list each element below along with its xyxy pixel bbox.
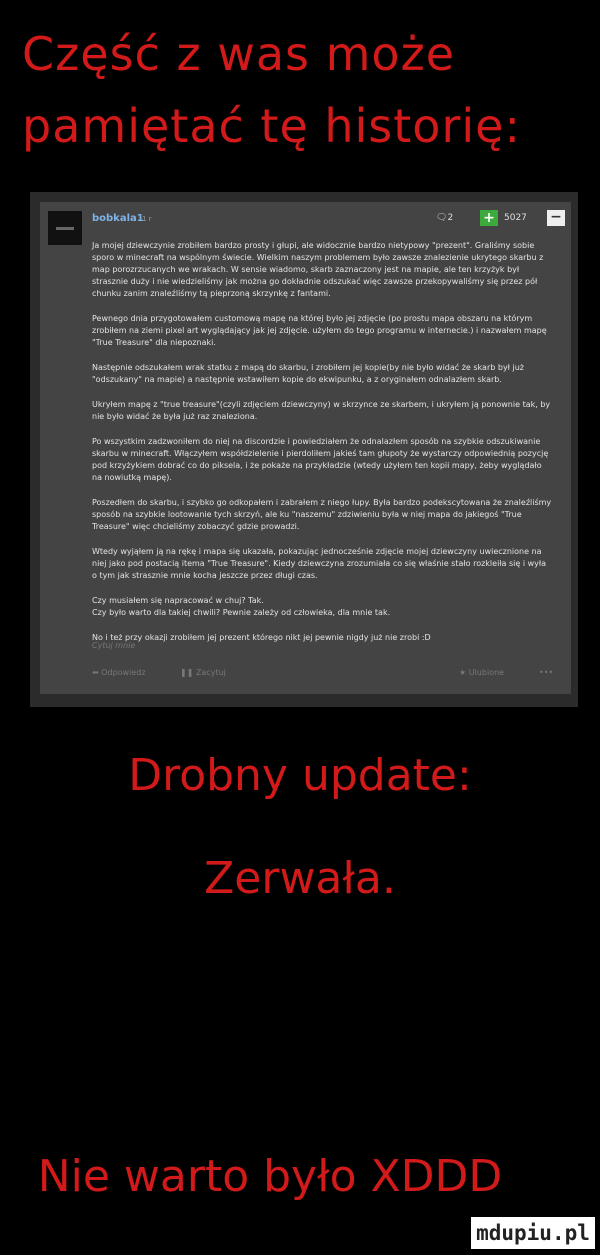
username-link[interactable]: bobkala1 — [92, 213, 144, 224]
comment-actions — [92, 668, 562, 680]
header-caption — [22, 18, 592, 162]
footer-line-3: Nie warto było XDDD — [37, 1151, 503, 1202]
paragraph: Wtedy wyjąłem ją na rękę i mapa się ukazała, pokazując jednocześnie zdjęcie mojej dziewczyny uwiecznione na niej jako pod postacią itema "True Treasure". Kiedy dziewczyna zrozumiała co się właśnie stało rozkleiła się i wyła o tym jak strasznie mnie kocha jeszcze przez długi czas. — [92, 547, 547, 580]
favorite-label: Ulubione — [468, 668, 505, 677]
footer-line-1: Drobny update: — [128, 750, 472, 801]
avatar[interactable] — [48, 211, 82, 245]
vote-score: 5027 — [504, 213, 527, 223]
quote-link[interactable]: Cytuj mnie — [92, 641, 136, 650]
header-line-2: pamiętać tę historię: — [22, 99, 521, 153]
footer-line-2: Zerwała. — [204, 853, 396, 904]
downvote-button[interactable]: − — [547, 210, 565, 226]
paragraph: Ukryłem mapę z "true treasure"(czyli zdjęciem dziewczyny) w skrzynce ze skarbem, i ukryłem ją ponownie tak, by nie było widać że była już raz znaleziona. — [92, 400, 551, 421]
avatar-bar-icon — [56, 227, 74, 230]
watermark-logo: mdupiu.pl — [471, 1217, 595, 1249]
paragraph: Po wszystkim zadzwoniłem do niej na discordzie i powiedziałem że odnalazłem sposób na szybkie odszukiwanie skarbu w minecraft. Włączyłem współdzielenie i pierdoliłem jakieś tam głupoty że wystarczy odpowiednią pozycję pod krzyżykiem dobrać co do piksela, i że pokaże na przykładzie (wtedy użyłem ten kopii mapy, żeby wyglądało na nowiutką mapę). — [92, 437, 549, 482]
user-rank: 1 r — [142, 215, 152, 223]
reply-count-value: 2 — [447, 213, 454, 223]
reply-arrow-icon: ⬅ — [92, 668, 102, 677]
paragraph: Następnie odszukałem wrak statku z mapą do skarbu, i zrobiłem jej kopie(by nie było widać że skarb był już "odszukany" na mapie) a następnie wstawiłem kopie do ekwipunku, a z oryginałem odnalazłem skarb. — [92, 363, 524, 384]
quote-icon: ❚❚ — [180, 668, 196, 677]
paragraph: No i też przy okazji zrobiłem jej prezent którego nikt jej pewnie nigdy już nie zrobi :D — [92, 633, 431, 642]
header-line-1: Część z was może — [22, 27, 456, 81]
reply-label: Odpowiedz — [101, 668, 146, 677]
upvote-button[interactable]: + — [480, 210, 498, 226]
comment-icon: 🗨 — [436, 213, 448, 223]
more-options-button[interactable]: ••• — [539, 668, 554, 677]
reply-action[interactable] — [92, 668, 146, 677]
paragraph: Poszedłem do skarbu, i szybko go odkopałem i zabrałem z niego łupy. Była bardzo podekscytowana że znaleźliśmy sposób na szybkie lootowanie tych skrzyń, ale ku "naszemu" zdziwieniu była w niej mapa do jakiegoś "True Treasure" więc chcieliśmy zobaczyć gdzie prowadzi. — [92, 498, 552, 531]
quote-action[interactable] — [180, 668, 226, 677]
star-icon: ★ — [459, 668, 469, 677]
paragraph: Ja mojej dziewczynie zrobiłem bardzo prosty i głupi, ale widocznie bardzo nietypowy "prezent". Graliśmy sobie sporo w minecraft na wspólnym świecie. Wielkim naszym problemem było zawsze znalezienie ukrytego skarbu z map porozrzucanych we wrakach. W sensie wiadomo, skarb zaznaczony jest na mapie, ale ten krzyżyk był strasznie duży i nie wiedzieliśmy jak można go dokładnie odszukać więc zawsze przekopywaliśmy się przez pół chunku zanim znaleźliśmy tą pieprzoną skrzynkę z fantami. — [92, 241, 544, 298]
reply-count[interactable] — [436, 213, 453, 223]
comment-body — [92, 240, 552, 657]
quote-label: Zacytuj — [195, 668, 226, 677]
paragraph: Pewnego dnia przygotowałem customową mapę na której było jej zdjęcie (po prostu mapa obszaru na którym zrobiłem na ziemi pixel art wyglądający jak jej zdjęcie. użyłem do tego programu w internecie.) i nazwałem mapę "True Treasure" dla niepoznaki. — [92, 314, 547, 347]
favorite-action[interactable] — [459, 668, 504, 677]
paragraph: Czy musiałem się napracować w chuj? Tak. Czy było warto dla takiej chwili? Pewnie zależy od człowieka, dla mnie tak. — [92, 596, 391, 617]
